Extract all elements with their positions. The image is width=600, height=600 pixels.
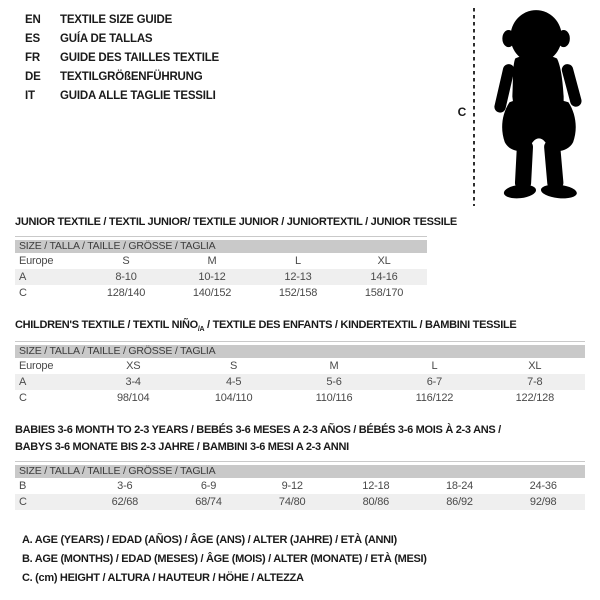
row-label: A (19, 376, 27, 388)
cell: 86/92 (446, 496, 473, 508)
cell: 152/158 (278, 287, 318, 299)
cell: 74/80 (278, 496, 306, 508)
row-label: C (19, 287, 27, 299)
cell: 92/98 (529, 496, 557, 508)
cell: 7-8 (527, 376, 543, 388)
title-line-1: BABIES 3-6 MONTH TO 2-3 YEARS / BEBÉS 3-6 MESES A 2-3 AÑOS / BÉBÉS 3-6 MOIS À 2-3 ANS / (15, 424, 501, 436)
row-label: C (19, 496, 27, 508)
language-text: GUIDA ALLE TAGLIE TESSILI (60, 90, 216, 102)
cell: 3-4 (125, 376, 141, 388)
size-header-bar: SIZE / TALLA / TAILLE / GRÖSSE / TAGLIA (15, 240, 427, 253)
table-row (15, 374, 585, 390)
cell: S (122, 255, 130, 267)
language-text: GUIDE DES TAILLES TEXTILE (60, 52, 219, 64)
height-dashed-line (473, 8, 475, 206)
cell: 3-6 (117, 480, 133, 492)
title-part: / TEXTILE DES ENFANTS / KINDERTEXTIL / BAMBINI TESSILE (204, 319, 517, 331)
cell: 158/170 (364, 287, 404, 299)
language-code: EN (25, 14, 41, 26)
table-row (15, 285, 427, 301)
cell: S (230, 360, 238, 372)
footnote-legend (22, 531, 427, 588)
table-row (15, 358, 585, 374)
children-size-table (15, 341, 585, 406)
language-code: IT (25, 90, 35, 102)
table-top-rule (15, 236, 427, 237)
babies-size-table (15, 461, 585, 510)
row-label: B (19, 480, 27, 492)
language-text: GUÍA DE TALLAS (60, 33, 153, 45)
cell: 116/122 (415, 392, 454, 404)
cell: 110/116 (315, 392, 353, 404)
cell: 12-18 (362, 480, 390, 492)
cell: 14-16 (370, 271, 398, 283)
cell: 98/104 (116, 392, 150, 404)
cell: 104/110 (214, 392, 253, 404)
toddler-silhouette-icon (481, 7, 595, 206)
language-text: TEXTILGRÖßENFÜHRUNG (60, 71, 203, 83)
cell: M (329, 360, 339, 372)
cell: 122/128 (515, 392, 555, 404)
title-subscript: /A (197, 326, 205, 334)
language-row-de (25, 68, 219, 87)
title-part: CHILDREN'S TEXTILE / TEXTIL NIÑO (15, 319, 198, 331)
junior-size-table (15, 236, 427, 301)
cell: 8-10 (115, 271, 137, 283)
language-row-it (25, 87, 219, 106)
footnote-c: C. (cm) HEIGHT / ALTURA / HAUTEUR / HÖHE / ALTEZZA (22, 572, 304, 584)
row-label: Europe (19, 360, 54, 372)
row-label: Europe (19, 255, 54, 267)
cell: XL (377, 255, 391, 267)
row-label: C (19, 392, 27, 404)
cell: 80/86 (362, 496, 390, 508)
table-top-rule (15, 461, 585, 462)
size-header-bar: SIZE / TALLA / TAILLE / GRÖSSE / TAGLIA (15, 465, 585, 478)
footnote-b: B. AGE (MONTHS) / EDAD (MESES) / ÂGE (MOIS) / ALTER (MONATE) / ETÀ (MESI) (22, 553, 427, 565)
cell: XL (528, 360, 542, 372)
footnote-a: A. AGE (YEARS) / EDAD (AÑOS) / ÂGE (ANS) / ALTER (JAHRE) / ETÀ (ANNI) (22, 534, 397, 546)
table-top-rule (15, 341, 585, 342)
language-code: DE (25, 71, 41, 83)
cell: 68/74 (195, 496, 222, 508)
cell: 4-5 (225, 376, 242, 388)
cell: 18-24 (445, 480, 474, 492)
cell: XS (126, 360, 141, 372)
language-row-es (25, 30, 219, 49)
cell: L (295, 255, 301, 267)
cell: 12-13 (284, 271, 312, 283)
cell: 128/140 (106, 287, 146, 299)
table-row (15, 478, 585, 494)
cell: 6-7 (426, 376, 443, 388)
size-header-bar: SIZE / TALLA / TAILLE / GRÖSSE / TAGLIA (15, 345, 585, 358)
table-row (15, 494, 585, 510)
height-measure-label: C (457, 105, 467, 119)
cell: 24-36 (529, 480, 557, 492)
cell: 6-9 (200, 480, 217, 492)
language-text: TEXTILE SIZE GUIDE (60, 14, 173, 26)
language-code: FR (25, 52, 40, 64)
language-row-fr (25, 49, 219, 68)
babies-table-title (15, 422, 501, 455)
language-code: ES (25, 33, 40, 45)
junior-table-title: JUNIOR TEXTILE / TEXTIL JUNIOR/ TEXTILE JUNIOR / JUNIORTEXTIL / JUNIOR TESSILE (15, 216, 457, 228)
cell: 10-12 (198, 271, 226, 283)
cell: L (431, 360, 438, 372)
cell: 9-12 (281, 480, 303, 492)
title-line-2: BABYS 3-6 MONATE BIS 2-3 JAHRE / BAMBINI 3-6 MESI A 2-3 ANNI (15, 440, 349, 453)
cell: 62/68 (111, 496, 139, 508)
cell: 5-6 (326, 376, 342, 388)
table-row (15, 253, 427, 269)
children-table-title (15, 319, 516, 333)
language-row-en (25, 11, 219, 30)
table-row (15, 390, 585, 406)
row-label: A (19, 271, 27, 283)
cell: 140/152 (192, 287, 232, 299)
cell: M (207, 255, 217, 267)
table-row (15, 269, 427, 285)
language-list (25, 11, 219, 106)
